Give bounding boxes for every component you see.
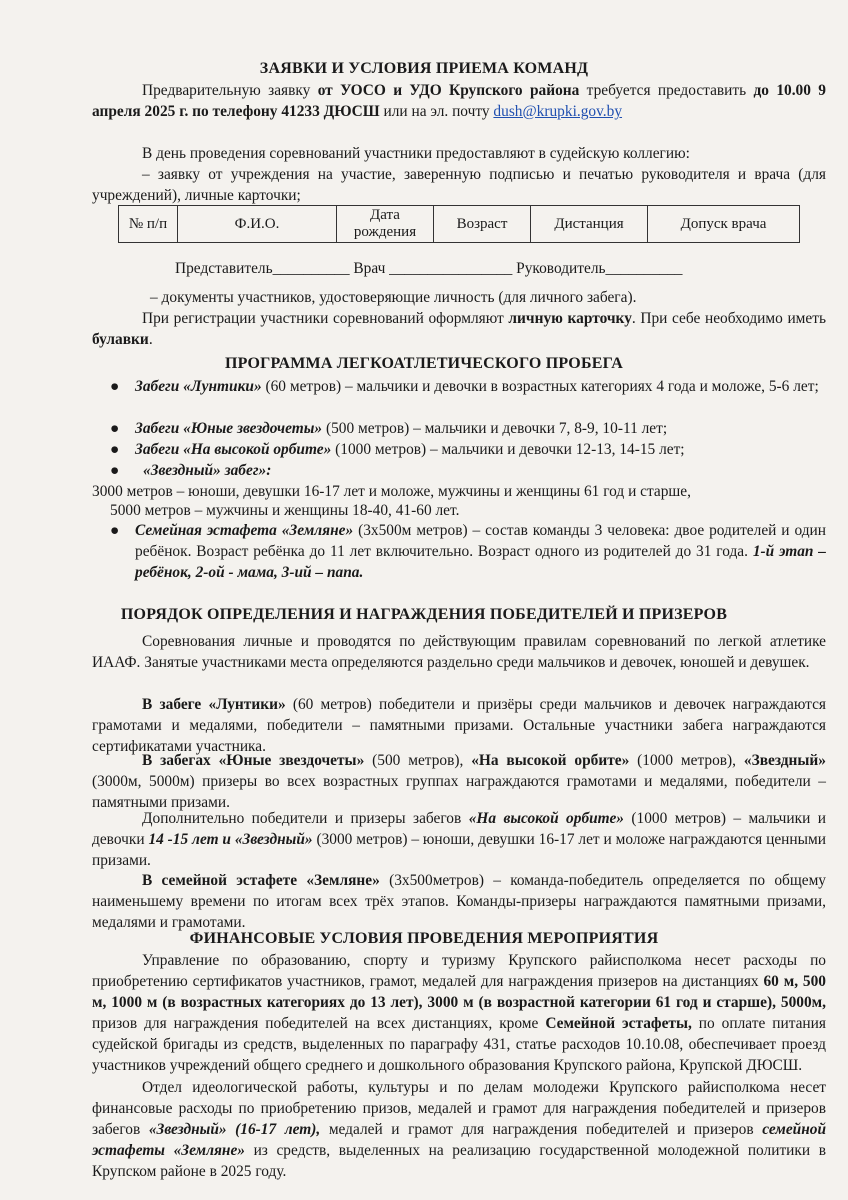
col-doctor-approval: Допуск врача — [648, 206, 800, 243]
paragraph-education-department-expenses: Управление по образованию, спорту и туризму Крупского райисполкома несет расходы по приобретению сертификатов участников, грамот, медалей для награждения призеров на дистанциях 60 м, 500 м, 1000 м (в возрастных категориях до 13 лет), 3000 м (в возрастной категории 61 год и старше), 5000м, призов для награждения победителей на всех дистанциях, кроме Семейной эстафеты, по оплате питания судейской бригады из средств, выделенных по параграфу 431, статье расходов 10.10.08, обеспечивает проезд участников учреждений общего среднего и дошкольного образования Крупского района, Крупской ДЮСШ. — [92, 952, 826, 1074]
paragraph-races-awards: В забегах «Юные звездочеты» (500 метров), «На высокой орбите» (1000 метров), «Звездный» (3000м, 5000м) призеры во всех возрастных группах награждаются грамотами и медалями, победители – памятными призами. — [92, 752, 826, 811]
paragraph-application-requirements: – заявку от учреждения на участие, заверенную подписью и печатью руководителя и врача (для учреждений), личные карточки; — [92, 166, 826, 204]
col-fio: Ф.И.О. — [178, 206, 337, 243]
paragraph-luntiki-awards: В забеге «Лунтики» (60 метров) победители и призёры среди мальчиков и девочек награждаются грамотами и медалями, победители – памятными призами. Остальные участники забега награждаются сертификатами участника. — [92, 696, 826, 755]
list-item-young-stargazers: ● Забеги «Юные звездочеты» (500 метров) – мальчики и девочки 7, 8-9, 10-11 лет; — [110, 420, 668, 437]
list-item-luntiki: ● Забеги «Лунтики» (60 метров) – мальчики и девочки в возрастных категориях 4 года и моложе, 5-6 лет; — [110, 378, 819, 395]
section-heading-applications: ЗАЯВКИ И УСЛОВИЯ ПРИЕМА КОМАНД — [259, 60, 589, 77]
paragraph-family-relay-awards: В семейной эстафете «Земляне» (3х500метров) – команда-победитель определяется по общему наименьшему времени по итогам всех трёх этапов. Команды-призеры награждаются памятными призами, медалями и грамотами. — [92, 872, 827, 931]
paragraph-identity-documents: – документы участников, удостоверяющие личность (для личного забега). — [150, 289, 637, 306]
list-item-family-relay: ● Семейная эстафета «Земляне» (3х500м метров) – состав команды 3 человека: двое родителей и один ребёнок. Возраст ребёнка до 11 лет включительно. Возраст одного из родителей до 31 года. 1-й этап – ребёнок, 2-ой - мама, 3-ий – папа. — [110, 522, 827, 581]
section-heading-awarding: ПОРЯДОК ОПРЕДЕЛЕНИЯ И НАГРАЖДЕНИЯ ПОБЕДИТЕЛЕЙ И ПРИЗЕРОВ — [120, 606, 728, 623]
signature-line: Представитель__________ Врач ________________ Руководитель__________ — [175, 260, 683, 277]
paragraph-ideology-department-expenses: Отдел идеологической работы, культуры и по делам молодежи Крупского райисполкома несет финансовые расходы по приобретению призов, медалей и грамот для награждения победителей и призеров забегов «Звездный» (16-17 лет), медалей и грамот для награждения победителей и призеров семейной эстафеты «Земляне» из средств, выделенных на реализацию государственной молодежной политики в Крупском районе в 2025 году. — [92, 1079, 827, 1180]
paragraph-zvezdny-5000: 5000 метров – мужчины и женщины 18-40, 41-60 лет. — [110, 502, 460, 519]
col-number: № п/п — [119, 206, 178, 243]
application-table — [118, 205, 800, 243]
paragraph-additional-prizes: Дополнительно победители и призеры забегов «На высокой орбите» (1000 метров) – мальчики и девочки 14 -15 лет и «Звездный» (3000 метров) – юноши, девушки 16-17 лет и моложе награждаются ценными призами. — [92, 810, 826, 869]
section-heading-program: ПРОГРАММА ЛЕГКОАТЛЕТИЧЕСКОГО ПРОБЕГА — [224, 355, 623, 372]
paragraph-registration: При регистрации участники соревнований оформляют личную карточку. При себе необходимо иметь булавки. — [92, 310, 827, 348]
list-item-high-orbit: ● Забеги «На высокой орбите» (1000 метров) – мальчики и девочки 12-13, 14-15 лет; — [110, 441, 685, 458]
email-link[interactable]: dush@krupki.gov.by — [493, 103, 623, 120]
paragraph-preliminary-application: Предварительную заявку от УОСО и УДО Крупского района требуется предоставить до 10.00 9 апреля 2025 г. по телефону 41233 ДЮСШ или на эл. почту dush@krupki.gov.by — [92, 82, 826, 120]
list-item-zvezdny: ● «Звездный» забег»: — [110, 462, 272, 479]
col-birthdate: Дата рождения — [337, 206, 434, 243]
col-age: Возраст — [434, 206, 531, 243]
table-header-row — [119, 206, 800, 243]
paragraph-zvezdny-3000: 3000 метров – юноши, девушки 16-17 лет и моложе, мужчины и женщины 61 год и старше, — [92, 483, 691, 500]
col-distance: Дистанция — [531, 206, 648, 243]
section-heading-finance: ФИНАНСОВЫЕ УСЛОВИЯ ПРОВЕДЕНИЯ МЕРОПРИЯТИЯ — [189, 930, 659, 947]
paragraph-competition-day: В день проведения соревнований участники предоставляют в судейскую коллегию: — [142, 145, 690, 162]
paragraph-rules: Соревнования личные и проводятся по действующим правилам соревнований по легкой атлетике ИААФ. Занятые участниками места определяются раздельно среди мальчиков и девочек, юношей и девушек. — [92, 633, 826, 671]
